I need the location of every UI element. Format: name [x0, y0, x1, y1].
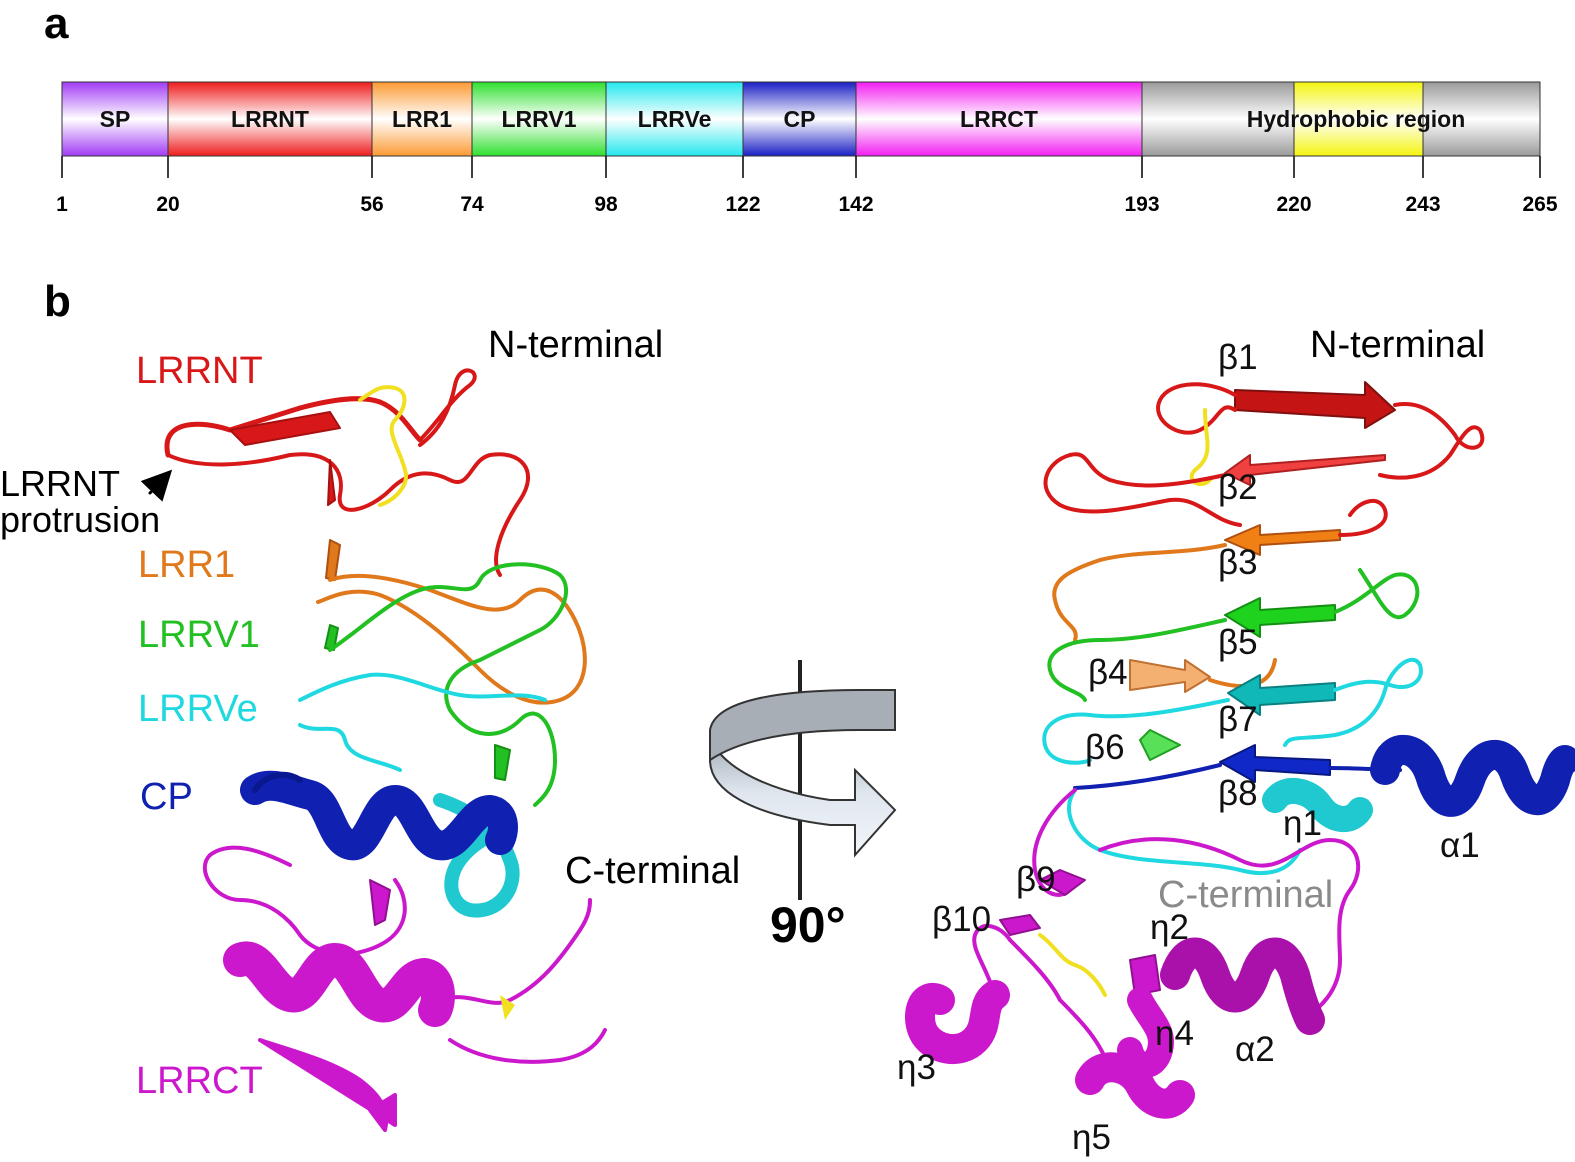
beta10-label: β10: [932, 900, 992, 939]
tick-label: 20: [156, 193, 180, 216]
domain-segment-label: LRR1: [391, 106, 453, 132]
tick-label: 193: [1124, 193, 1160, 216]
protrusion-label-line2: protrusion: [0, 499, 161, 540]
eta2-label: η2: [1150, 908, 1189, 947]
domain-segment-label: CP: [783, 106, 816, 132]
panel-label-a: a: [44, 0, 69, 48]
left-lrrnt-label: LRRNT: [136, 350, 263, 392]
tick-label: 1: [56, 193, 68, 216]
protrusion-label-line1: LRRNT: [0, 463, 121, 504]
beta4-label: β4: [1088, 653, 1128, 692]
eta3-label: η3: [897, 1048, 936, 1087]
left-lrrv1-label: LRRV1: [138, 614, 260, 656]
beta2-label: β2: [1218, 468, 1258, 507]
eta1-label: η1: [1283, 804, 1322, 843]
left-n-terminal-label: N-terminal: [488, 324, 664, 366]
panel-label-b: b: [44, 277, 71, 326]
alpha2-label: α2: [1235, 1030, 1275, 1069]
tick-label: 265: [1522, 193, 1558, 216]
beta9-label: β9: [1016, 860, 1056, 899]
eta5-label: η5: [1072, 1118, 1111, 1157]
beta3-label: β3: [1218, 543, 1258, 582]
eta4-label: η4: [1155, 1014, 1194, 1053]
left-c-terminal-label: C-terminal: [565, 850, 741, 892]
tick-label: 243: [1405, 193, 1441, 216]
left-lrrve-label: LRRVe: [138, 688, 258, 730]
domain-segment-label: SP: [99, 106, 131, 132]
tick-label: 142: [838, 193, 874, 216]
rotation-angle-label: 90°: [770, 897, 846, 953]
left-cp-label: CP: [140, 776, 193, 818]
beta5-label: β5: [1218, 623, 1258, 662]
tick-label: 122: [725, 193, 761, 216]
domain-segment-label: LRRCT: [960, 106, 1038, 132]
tick-label: 74: [460, 193, 484, 216]
domain-segment-label: LRRV1: [501, 106, 577, 132]
right-n-terminal-label: N-terminal: [1310, 324, 1486, 366]
beta8-label: β8: [1218, 774, 1258, 813]
domain-segment-label: LRRVe: [637, 106, 712, 132]
right-c-terminal-label: C-terminal: [1158, 874, 1334, 916]
beta7-label: β7: [1218, 700, 1258, 739]
tick-label: 220: [1276, 193, 1312, 216]
beta6-label: β6: [1085, 728, 1125, 767]
left-structure-view: [150, 370, 605, 1130]
tick-label: 56: [360, 193, 384, 216]
hydrophobic-region-label: Hydrophobic region: [1246, 106, 1466, 132]
left-lrr1-label: LRR1: [138, 544, 236, 586]
tick-label: 98: [594, 193, 618, 216]
left-lrrct-label: LRRCT: [136, 1060, 263, 1102]
domain-segment-label: LRRNT: [231, 106, 309, 132]
beta1-label: β1: [1218, 338, 1258, 377]
alpha1-label: α1: [1440, 826, 1480, 865]
